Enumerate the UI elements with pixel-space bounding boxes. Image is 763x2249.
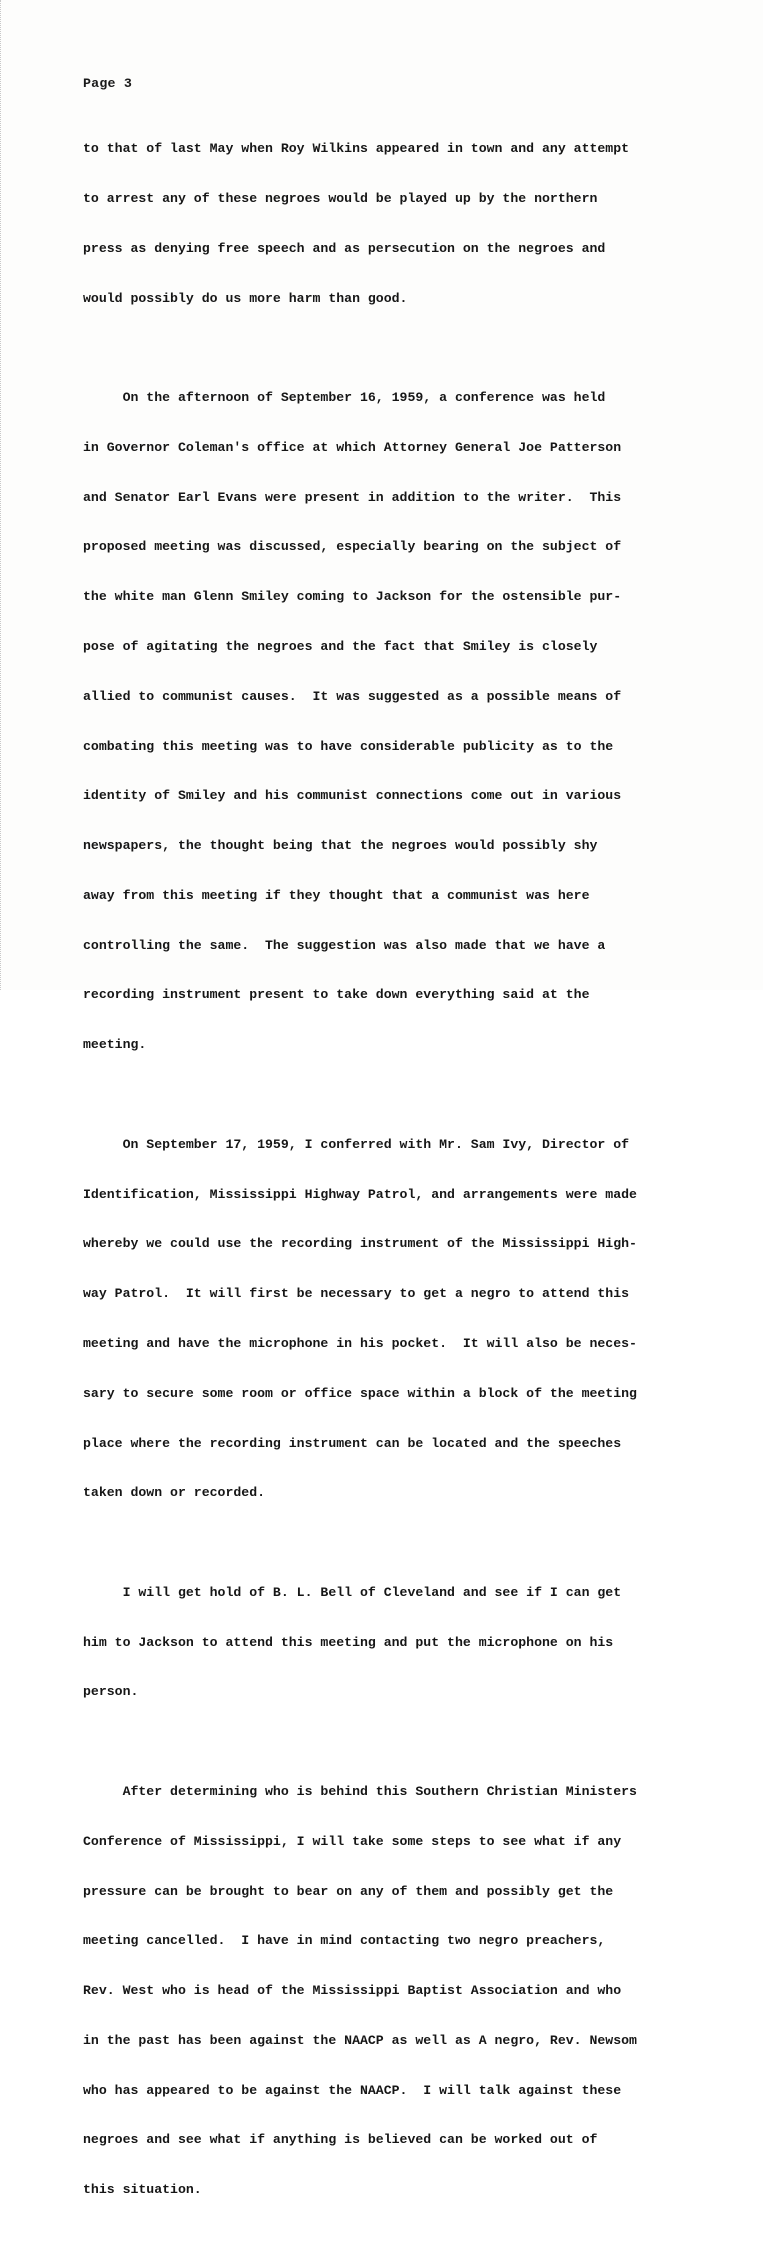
text-line: On September 17, 1959, I conferred with Mr. Sam Ivy, Director of — [83, 1136, 630, 1152]
paragraph-3 — [83, 1104, 715, 1535]
text-line: controlling the same. The suggestion was also made that we have a — [83, 937, 606, 953]
text-line: to that of last May when Roy Wilkins appeared in town and any attempt — [83, 141, 630, 157]
paragraph-5 — [83, 1751, 715, 2232]
text-line: who has appeared to be against the NAACP. I will talk against these — [83, 2082, 622, 2098]
text-line: I will get hold of B. L. Bell of Cleveland and see if I can get — [83, 1584, 622, 1600]
text-line: Conference of Mississippi, I will take some steps to see what if any — [83, 1833, 622, 1849]
text-line: the white man Glenn Smiley coming to Jackson for the ostensible pur- — [83, 589, 622, 605]
text-line: sary to secure some room or office space within a block of the meeting — [83, 1385, 637, 1401]
page-number: Page 3 — [83, 76, 133, 91]
text-line: Identification, Mississippi Highway Patrol, and arrangements were made — [83, 1186, 637, 1202]
document-body — [83, 108, 715, 2249]
paragraph-2 — [83, 357, 715, 1087]
text-line: allied to communist causes. It was suggested as a possible means of — [83, 688, 622, 704]
text-line: and Senator Earl Evans were present in addition to the writer. This — [83, 489, 622, 505]
text-line: away from this meeting if they thought that a communist was here — [83, 887, 590, 903]
text-line: proposed meeting was discussed, especially bearing on the subject of — [83, 539, 622, 555]
text-line: Rev. West who is head of the Mississippi Baptist Association and who — [83, 1983, 622, 1999]
text-line: press as denying free speech and as persecution on the negroes and — [83, 240, 606, 256]
text-line: way Patrol. It will first be necessary to get a negro to attend this — [83, 1286, 630, 1302]
text-line: meeting cancelled. I have in mind contacting two negro preachers, — [83, 1933, 606, 1949]
text-line: meeting and have the microphone in his pocket. It will also be neces- — [83, 1335, 637, 1351]
text-line: in the past has been against the NAACP as well as A negro, Rev. Newsom — [83, 2032, 637, 2048]
text-line: taken down or recorded. — [83, 1485, 266, 1501]
text-line: negroes and see what if anything is believed can be worked out of — [83, 2132, 598, 2148]
text-line: him to Jackson to attend this meeting and put the microphone on his — [83, 1634, 614, 1650]
text-line: newspapers, the thought being that the negroes would possibly shy — [83, 838, 598, 854]
text-line: place where the recording instrument can be located and the speeches — [83, 1435, 622, 1451]
text-line: pressure can be brought to bear on any of them and possibly get the — [83, 1883, 614, 1899]
text-line: person. — [83, 1684, 139, 1700]
text-line: recording instrument present to take down everything said at the — [83, 987, 590, 1003]
paragraph-4 — [83, 1552, 715, 1735]
text-line: to arrest any of these negroes would be played up by the northern — [83, 190, 598, 206]
text-line: identity of Smiley and his communist connections come out in various — [83, 788, 622, 804]
text-line: combating this meeting was to have considerable publicity as to the — [83, 738, 614, 754]
text-line: pose of agitating the negroes and the fact that Smiley is closely — [83, 639, 598, 654]
text-line: this situation. — [83, 2182, 202, 2198]
text-line: would possibly do us more harm than good. — [83, 290, 408, 306]
text-line: On the afternoon of September 16, 1959, a conference was held — [83, 390, 606, 406]
text-line: whereby we could use the recording instrument of the Mississippi High- — [83, 1236, 637, 1252]
page-edge — [0, 0, 7, 990]
paragraph-1 — [83, 108, 715, 340]
text-line: After determining who is behind this Southern Christian Ministers — [83, 1783, 637, 1799]
text-line: meeting. — [83, 1037, 147, 1053]
text-line: in Governor Coleman's office at which Attorney General Joe Patterson — [83, 439, 622, 455]
